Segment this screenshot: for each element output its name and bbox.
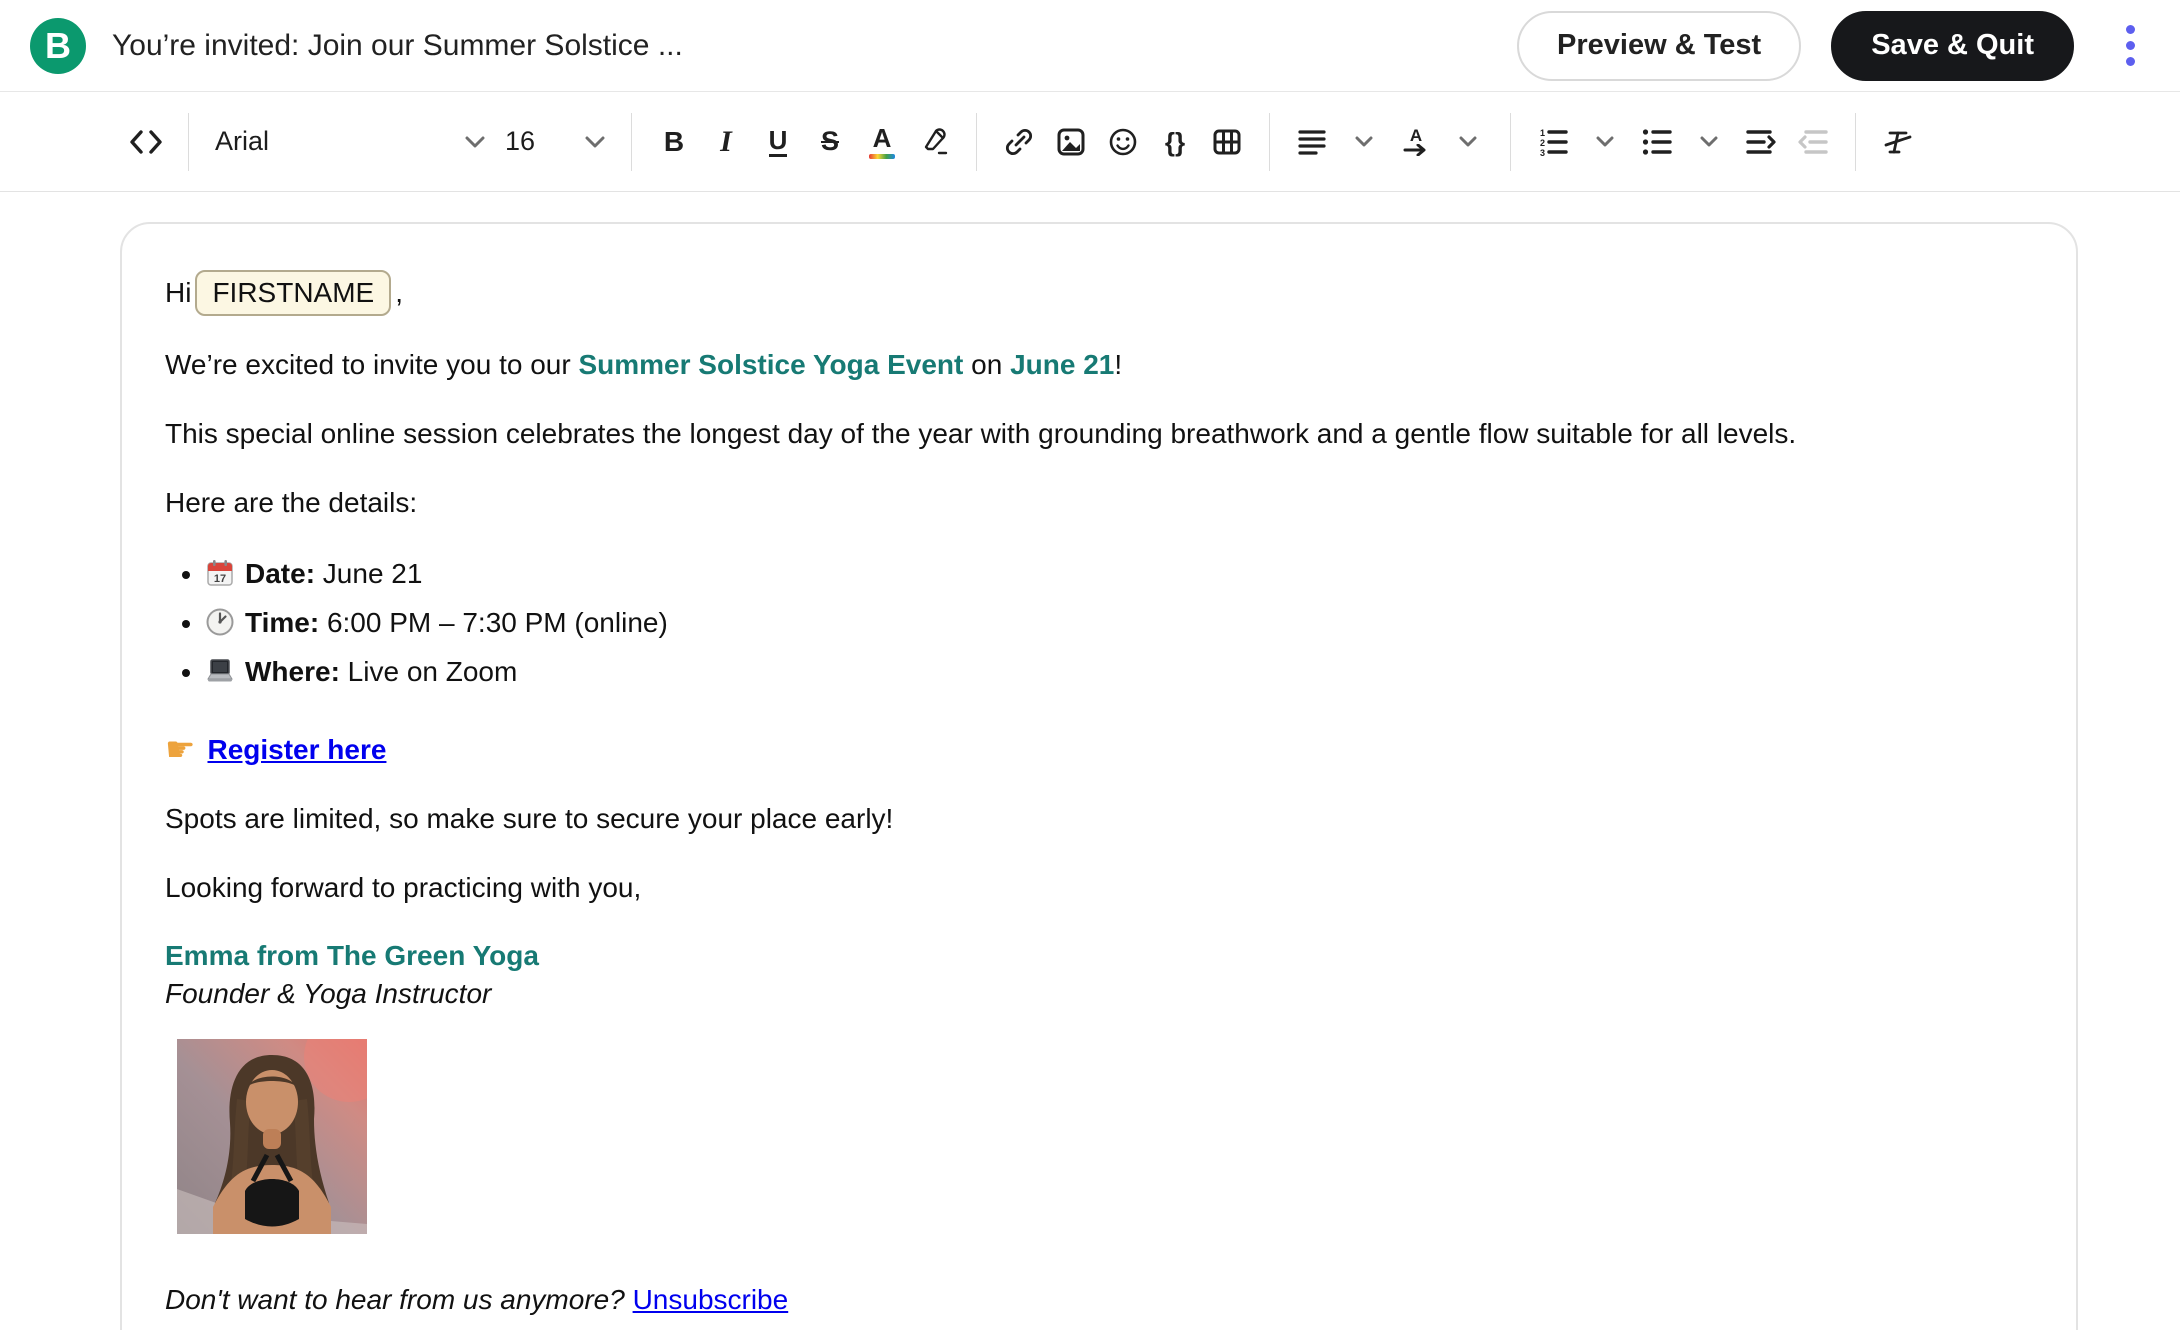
outdent-icon[interactable] [1787, 112, 1839, 172]
toolbar-separator [1269, 113, 1270, 171]
chevron-down-icon[interactable] [1442, 112, 1494, 172]
save-quit-button[interactable]: Save & Quit [1831, 11, 2074, 81]
svg-text:2: 2 [1540, 137, 1546, 148]
svg-text:17: • 17 [213, 573, 227, 585]
font-family-value: Arial [215, 126, 270, 156]
svg-text:3: 3 [1540, 147, 1546, 156]
underline-icon[interactable]: U [768, 124, 788, 155]
text-direction-icon[interactable]: A [1390, 112, 1442, 172]
event-date-highlight: June 21 [1010, 349, 1115, 380]
description-line: This special online session celebrates the longest day of the year with grounding breathwork and a gentle flow suitable for all levels. [165, 418, 1797, 449]
spots-line: Spots are limited, so make sure to secure your place early! [165, 803, 894, 834]
emoji-icon[interactable] [1097, 112, 1149, 172]
clock-emoji-icon [205, 606, 235, 650]
register-here-link[interactable]: Register here [207, 734, 387, 765]
toolbar-separator [188, 113, 189, 171]
unsubscribe-link[interactable]: Unsubscribe [632, 1284, 789, 1315]
signature-block [165, 937, 1996, 1013]
link-icon[interactable] [993, 112, 1045, 172]
detail-item-time: • Time: 6:00 PM – 7:30 PM (online) [205, 601, 1996, 650]
pointing-right-emoji-icon: ☛ [165, 730, 196, 770]
instructor-photo[interactable] [177, 1039, 367, 1234]
highlight-icon[interactable] [908, 112, 960, 172]
table-icon[interactable] [1201, 112, 1253, 172]
toolbar-separator [1510, 113, 1511, 171]
toolbar-separator [631, 113, 632, 171]
brevo-logo-letter: B [45, 24, 71, 66]
campaign-title: You’re invited: Join our Summer Solstice ... [112, 28, 683, 62]
top-bar [0, 0, 2180, 92]
chevron-down-icon[interactable] [1683, 112, 1735, 172]
font-size-value: 16 [505, 126, 536, 156]
chevron-down-icon[interactable] [1579, 112, 1631, 172]
formatting-toolbar [0, 92, 2180, 192]
more-options-menu-icon[interactable] [2110, 18, 2150, 74]
calendar-emoji-icon [205, 557, 235, 601]
merge-tags-icon[interactable]: {} [1164, 126, 1186, 157]
svg-text:1: 1 [1540, 127, 1546, 138]
chevron-down-icon [465, 136, 485, 148]
detail-item-where: • Where: Live on Zoom [205, 650, 1996, 699]
signature-name: Emma from The Green Yoga [165, 940, 539, 971]
font-size-select[interactable] [495, 112, 615, 172]
firstname-merge-tag[interactable]: FIRSTNAME [195, 270, 391, 316]
laptop-emoji-icon [205, 655, 235, 699]
details-heading: Here are the details: [165, 487, 418, 518]
italic-icon[interactable]: I [720, 124, 732, 158]
editor-canvas [0, 192, 2180, 1330]
signature-role: Founder & Yoga Instructor [165, 978, 492, 1009]
register-line [165, 730, 1996, 770]
text-color-icon[interactable]: A [856, 112, 908, 172]
details-list [165, 552, 1996, 699]
bullet-list-icon[interactable] [1631, 112, 1683, 172]
font-family-select[interactable] [205, 112, 495, 172]
ordered-list-icon[interactable] [1527, 112, 1579, 172]
greeting-line: Hi FIRSTNAME , [165, 270, 1996, 316]
detail-item-date: • 17 Date: June 21 [205, 552, 1996, 601]
intro-line: We’re excited to invite you to our Summer Solstice Yoga Event on June 21! [165, 349, 1123, 380]
strikethrough-icon[interactable]: S [820, 126, 839, 156]
preview-test-button[interactable]: Preview & Test [1517, 11, 1801, 81]
bold-icon[interactable]: B [663, 125, 685, 157]
chevron-down-icon[interactable] [1338, 112, 1390, 172]
chevron-down-icon [585, 136, 605, 148]
top-actions [1517, 11, 2150, 81]
toolbar-separator [976, 113, 977, 171]
email-content-card[interactable] [120, 222, 2078, 1330]
align-icon[interactable] [1286, 112, 1338, 172]
email-body [165, 270, 1996, 1320]
unsubscribe-line: Don't want to hear from us anymore? Unsubscribe [165, 1284, 789, 1315]
event-name-highlight: Summer Solstice Yoga Event [578, 349, 964, 380]
indent-icon[interactable] [1735, 112, 1787, 172]
code-view-icon[interactable] [120, 112, 172, 172]
brevo-logo [30, 18, 86, 74]
image-icon[interactable] [1045, 112, 1097, 172]
clear-formatting-icon[interactable] [1872, 112, 1924, 172]
toolbar-separator [1855, 113, 1856, 171]
closing-line: Looking forward to practicing with you, [165, 872, 642, 903]
